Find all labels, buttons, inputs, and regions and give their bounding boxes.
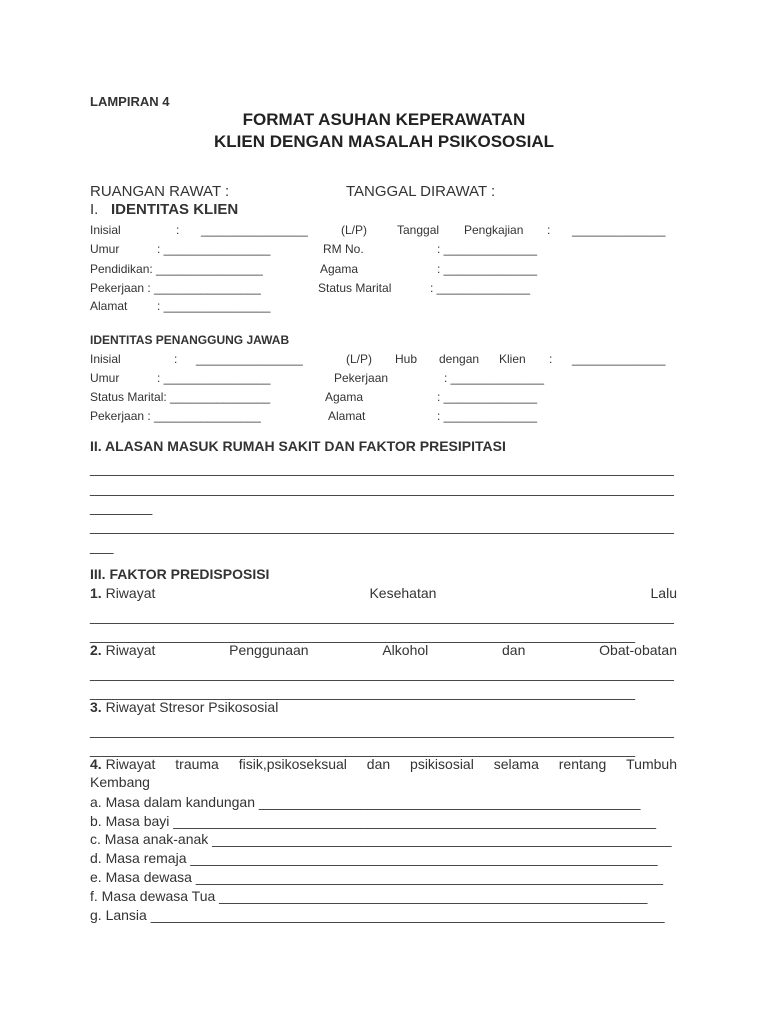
client-age-label: Umur [90,242,120,256]
item-number: 2. [90,642,102,658]
section2-answer-line[interactable]: ________ [90,499,153,515]
section2-answer-line[interactable]: ___________________________________________________________________________ [90,518,674,534]
item4-continuation: Kembang [90,774,150,790]
client-occupation-field[interactable]: Pekerjaan : ________________ [90,281,261,295]
item-word: trauma [175,756,219,772]
item-word: dan [366,756,391,772]
admission-date-label: TANGGAL DIRAWAT : [346,183,496,200]
item-number: 3. [90,699,102,715]
client-date-label: Tanggal [397,223,440,237]
section2-answer-line[interactable]: ___ [90,538,114,554]
item-word: Kesehatan [369,585,437,601]
guarantor-age-field[interactable]: : ________________ [157,371,271,385]
client-initial-colon: : [176,223,180,237]
guarantor-initial-label: Inisial [90,352,121,366]
client-address-field[interactable]: : ________________ [157,299,271,313]
guarantor-age-label: Umur [90,371,120,385]
client-gender-label: (L/P) [341,223,368,237]
attachment-label: LAMPIRAN 4 [90,94,170,109]
item-word: Tumbuh [626,756,677,772]
client-assessment-field[interactable]: ______________ [572,223,666,237]
guarantor-address-field[interactable]: : ______________ [437,409,538,423]
section1-number: I. [90,201,99,218]
guarantor-religion-label: Agama [325,390,364,404]
item-number: 1. [90,585,102,601]
item-word: Lalu [650,585,677,601]
guarantor-occupation-field[interactable]: : ______________ [444,371,545,385]
guarantor-occupation-label: Pekerjaan [334,371,389,385]
period-item-adult[interactable]: e. Masa dewasa ____________________________________________________________ [90,869,664,885]
item-word: dan [502,642,526,658]
period-item-elderly[interactable]: g. Lansia __________________________________________________________________ [90,907,665,923]
client-education-field[interactable]: Pendidikan: ________________ [90,262,263,276]
item3-answer-line[interactable]: ___________________________________________________________________________ [90,722,674,738]
item3-answer-line[interactable]: ______________________________________________________________________ [90,741,636,757]
guarantor-relation-label: Hub [395,352,418,366]
guarantor-marital-field[interactable]: Status Marital: _______________ [90,390,271,404]
item-word: Riwayat [105,756,156,772]
section2-title: II. ALASAN MASUK RUMAH SAKIT DAN FAKTOR PRESIPITASI [90,438,506,454]
item2-heading [90,642,677,658]
item-word: selama [493,756,539,772]
guarantor-address-label: Alamat [328,409,366,423]
section2-answer-line[interactable]: ___________________________________________________________________________ [90,460,674,476]
item-word: rentang [558,756,607,772]
ward-label: RUANGAN RAWAT : [90,183,230,200]
guarantor-client-label: Klien [499,352,526,366]
item1-answer-line[interactable]: ___________________________________________________________________________ [90,608,674,624]
period-item-older-adult[interactable]: f. Masa dewasa Tua _______________________________________________________ [90,888,648,904]
item-word: Alkohol [382,642,429,658]
client-rm-field[interactable]: : ______________ [437,242,538,256]
client-assessment-colon: : [547,223,551,237]
client-initial-label: Inisial [90,223,121,237]
period-item-infant[interactable]: b. Masa bayi ______________________________________________________________ [90,813,657,829]
client-marital-field[interactable]: : ______________ [430,281,531,295]
guarantor-occupation2-field[interactable]: Pekerjaan : ________________ [90,409,261,423]
client-assessment-label: Pengkajian [464,223,524,237]
item-word: Riwayat [105,585,156,601]
guarantor-with-label: dengan [439,352,480,366]
client-religion-label: Agama [320,262,359,276]
client-marital-label: Status Marital [318,281,392,295]
item4-heading [90,756,677,772]
form-title-line2: KLIEN DENGAN MASALAH PSIKOSOSIAL [213,132,555,151]
guarantor-relation-colon: : [549,352,553,366]
section3-title: III. FAKTOR PREDISPOSISI [90,566,270,582]
guarantor-title: IDENTITAS PENANGGUNG JAWAB [90,333,290,347]
form-title-line1: FORMAT ASUHAN KEPERAWATAN [242,110,526,129]
item2-answer-line[interactable]: ___________________________________________________________________________ [90,665,674,681]
item-word: fisik,psikoseksual [238,756,347,772]
item-word: psikisosial [410,756,474,772]
period-item-child[interactable]: c. Masa anak-anak ___________________________________________________________ [90,831,672,847]
guarantor-initial-colon: : [174,352,178,366]
period-item-prenatal[interactable]: a. Masa dalam kandungan _________________________________________________ [90,794,641,810]
client-rm-label: RM No. [323,242,364,256]
item1-answer-line[interactable]: ______________________________________________________________________ [90,627,636,643]
guarantor-relation-field[interactable]: ______________ [572,352,666,366]
client-address-label: Alamat [90,299,128,313]
section2-answer-line[interactable]: ___________________________________________________________________________ [90,480,674,496]
item1-heading [90,585,677,601]
item-word: Penggunaan [229,642,309,658]
item2-answer-line[interactable]: ______________________________________________________________________ [90,684,636,700]
client-religion-field[interactable]: : ______________ [437,262,538,276]
item-word: Riwayat Stresor Psikososial [105,699,279,715]
client-age-field[interactable]: : ________________ [157,242,271,256]
guarantor-religion-field[interactable]: : ______________ [437,390,538,404]
section1-title: IDENTITAS KLIEN [111,201,239,218]
item3-heading [90,699,278,715]
client-initial-field[interactable]: ________________ [201,223,308,237]
period-item-teen[interactable]: d. Masa remaja ____________________________________________________________ [90,850,658,866]
item-number: 4. [90,756,102,772]
guarantor-initial-field[interactable]: ________________ [196,352,303,366]
guarantor-gender-label: (L/P) [346,352,373,366]
item-word: Obat-obatan [599,642,677,658]
item-word: Riwayat [105,642,156,658]
